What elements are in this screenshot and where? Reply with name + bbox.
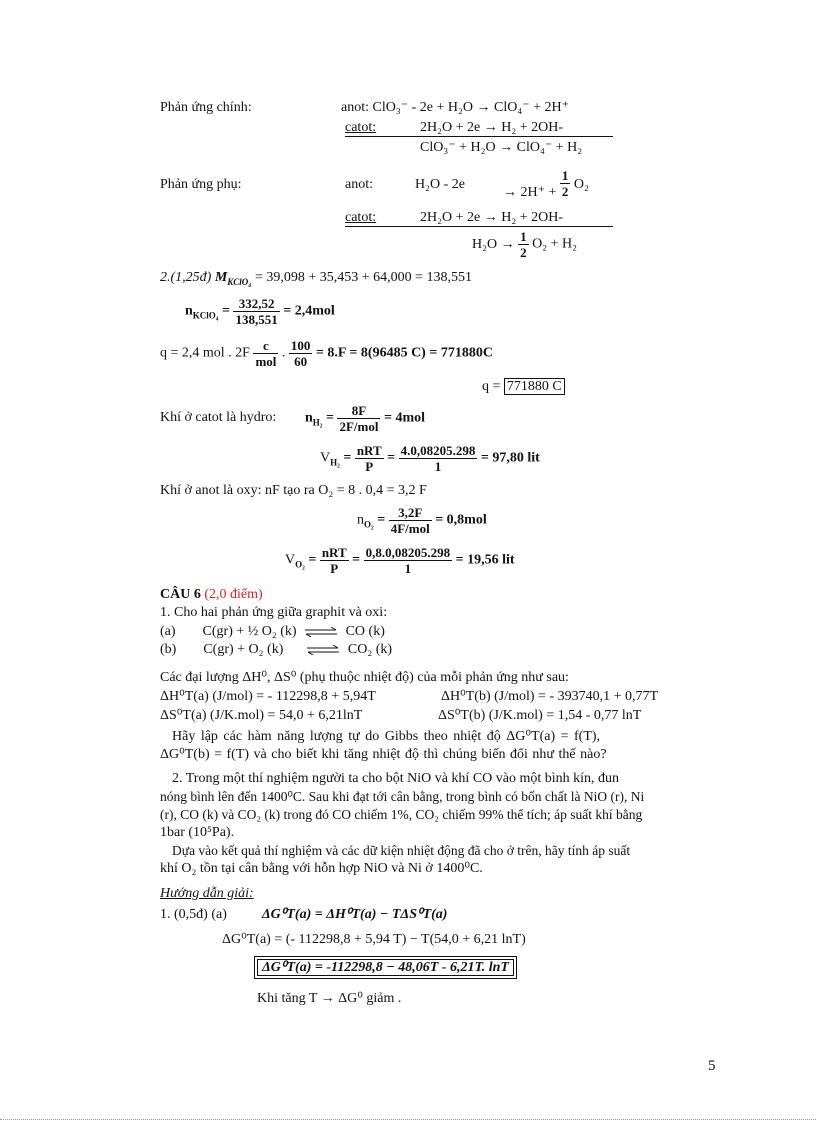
o2-v-sub: O₂	[295, 559, 305, 570]
mole-den: 138,551	[235, 312, 278, 327]
reaction-b	[160, 642, 392, 658]
main-reaction-label: Phản ứng chính:	[160, 100, 252, 115]
hydrogen-mole-line: $n_{H_2}$ = $\frac{8F}{\text{2F/mol}}$ = 4mol	[305, 403, 426, 434]
mole-sub: KClO₄	[192, 310, 219, 321]
o2-v-label: V	[285, 552, 296, 568]
page-number: 5	[708, 1058, 716, 1074]
h2-v-label: V	[320, 450, 331, 466]
part2-line4: 1bar (10⁵Pa).	[160, 825, 235, 840]
charge-frac2	[289, 338, 313, 369]
guide-title: Hướng dẫn giải:	[160, 886, 254, 901]
o2-n-num: 3,2F	[389, 505, 432, 521]
task1-line2: ΔG⁰T(b) = f(T) và cho biết khi tăng nhiệt độ thì chúng biến đổi như thế nào?	[160, 747, 607, 762]
side-anode-label: anot:	[345, 177, 373, 192]
mole-result: = 2,4mol	[283, 303, 335, 319]
part3-line1: Dựa vào kết quả thí nghiệm và các dữ kiện nhiệt động đã cho ở trên, hãy tính áp suất	[172, 843, 631, 858]
q6-part1: 1. Cho hai phản ứng giữa graphit và oxi:	[160, 605, 388, 620]
h2-n-sub: H₂	[312, 417, 323, 428]
o2-v-frac2	[364, 545, 453, 576]
h2-v-frac2	[399, 443, 478, 474]
equilibrium-arrow-icon	[306, 645, 340, 655]
solution-intro: 1. (0,5đ) (a)	[160, 907, 227, 922]
part2-line1: 2. Trong một thí nghiệm người ta cho bột NiO và khí CO vào một bình kín, đun	[172, 771, 620, 786]
charge-frac1-num: c	[253, 338, 278, 354]
o2-v-result: = 19,56 lit	[455, 552, 515, 568]
mole-line: $n_{KClO_4}$ = $\frac{332,52}{138,551}$ = 2,4mol	[185, 296, 335, 327]
side-anode-left: H₂O - 2e	[415, 177, 465, 192]
h2-v-den: P	[365, 459, 374, 474]
molar-mass-line	[160, 270, 472, 290]
part2-line2: nóng bình lên đến 1400⁰C. Sau khi đạt tới cân bằng, trong bình có bốn chất là NiO (r), Ni	[160, 789, 645, 804]
solution-eq1: ΔG⁰T(a) = ΔH⁰T(a) − TΔS⁰T(a)	[261, 907, 448, 922]
equilibrium-arrow-icon	[304, 627, 338, 637]
main-cathode-equation: 2H₂O + 2e → H₂ + 2OH-	[420, 120, 563, 135]
section2-intro: 2.(1,25đ)	[160, 270, 212, 285]
oxygen-mole-line: $n_{O_2}$ = $\frac{3,2F}{\text{4F/mol}}$ = 0,8mol	[357, 505, 487, 536]
reaction-a	[160, 624, 385, 640]
question6-heading	[160, 587, 263, 603]
charge-box-value: 771880 C	[504, 378, 565, 395]
h2-n-frac	[337, 403, 380, 434]
charge-prefix: q = 2,4 mol . 2F	[160, 345, 250, 361]
o2-n-sub: O₂	[364, 519, 374, 530]
mole-label: n	[185, 303, 193, 319]
mole-fraction	[233, 296, 279, 327]
side-anode-products: → 2H⁺ +	[503, 184, 557, 200]
charge-frac2-num: 100	[290, 338, 311, 353]
reaction-a-right: CO (k)	[345, 624, 385, 639]
solution-conclusion: Khi tăng T → ΔG⁰ giảm .	[257, 991, 402, 1006]
half-fraction-2	[518, 229, 529, 260]
h2-v-den2: 1	[434, 459, 442, 474]
o2-v-num: nRT	[321, 545, 347, 560]
molar-label: M	[214, 270, 228, 285]
side-anode-right	[503, 168, 589, 199]
h2-v-num: nRT	[356, 443, 382, 458]
h2-n-result: = 4mol	[383, 410, 426, 426]
hydrogen-volume-line: $V_{H_2}$ = $\frac{\text{nRT}}{P}$ = $\frac{4.0,08205.298}{1}$ = 97,80 lit	[320, 443, 540, 474]
charge-result: = 8.F = 8(96485 C) = 771880C	[315, 345, 493, 361]
o2-n-result: = 0,8mol	[435, 512, 487, 528]
mole-num: 332,52	[233, 296, 279, 312]
half-fraction	[560, 168, 571, 199]
half-den: 2	[561, 184, 569, 199]
solution-box: ΔG⁰T(a) = -112298,8 − 48,06T - 6,21T. lnT	[257, 959, 514, 976]
o2-v-num2: 0,8.0,08205.298	[365, 545, 451, 560]
charge-frac2-den: 60	[294, 354, 308, 369]
entropy-b: ΔS⁰T(b) (J/K.mol) = 1,54 - 0,77 lnT	[438, 708, 642, 723]
side-sum-equation	[472, 229, 577, 260]
solution-box-line	[257, 960, 514, 976]
half-num-2: 1	[520, 229, 527, 244]
side-sum-right: O₂ + H₂	[532, 236, 577, 252]
reaction-b-label: (b)	[160, 642, 177, 657]
side-cathode-equation: 2H₂O + 2e → H₂ + 2OH-	[420, 210, 563, 225]
part2-line3: (r), CO (k) và CO₂ (k) trong đó CO chiếm 1%, CO₂ chiếm 99% thể tích; áp suất khí bằng	[160, 807, 643, 822]
half-num: 1	[561, 168, 569, 183]
charge-line: q = 2,4 mol . 2F $\frac{c}{\text{mol}}$ . $\frac{100}{60}$ = 8.F = 8(96485 C) = 771880C	[160, 338, 493, 369]
o2-n-label: n	[357, 512, 364, 528]
reaction-a-left: C(gr) + ½ O₂ (k)	[202, 624, 297, 639]
main-sum-equation: ClO₃⁻ + H₂O → ClO₄⁻ + H₂	[420, 140, 583, 155]
charge-frac1	[253, 338, 278, 369]
h2-v-frac1	[355, 443, 384, 474]
h2-n-den: 2F/mol	[339, 419, 379, 434]
reaction-a-label: (a)	[160, 624, 176, 639]
entropy-a: ΔS⁰T(a) (J/K.mol) = 54,0 + 6,21lnT	[160, 708, 363, 723]
o2-v-den2: 1	[404, 561, 412, 576]
quantities-intro: Các đại lượng ΔH⁰, ΔS⁰ (phụ thuộc nhiệt độ) của mỗi phản ứng như sau:	[160, 670, 569, 685]
charge-box-label: q =	[482, 379, 501, 394]
charge-box-line	[482, 379, 565, 395]
task1-line1: Hãy lập các hàm năng lượng tự do Gibbs theo nhiệt độ ΔG⁰T(a) = f(T),	[172, 729, 601, 744]
side-sum-rule	[345, 226, 613, 227]
molar-sub: KClO₄	[227, 276, 252, 287]
o2-n-den: 4F/mol	[390, 521, 430, 536]
main-sum-rule	[345, 136, 613, 137]
h2-v-num2: 4.0,08205.298	[400, 443, 476, 458]
molar-value: = 39,098 + 35,453 + 64,000 = 138,551	[254, 270, 473, 285]
page-bottom-divider	[0, 1119, 816, 1120]
o2-v-den: P	[330, 561, 339, 576]
side-anode-oxygen: O₂	[573, 176, 589, 192]
o2-n-frac	[389, 505, 432, 536]
h2-n-label: n	[305, 410, 313, 426]
charge-frac1-den: mol	[255, 354, 277, 369]
enthalpy-a: ΔH⁰T(a) (J/mol) = - 112298,8 + 5,94T	[160, 689, 376, 704]
half-den-2: 2	[520, 245, 527, 260]
enthalpy-b: ΔH⁰T(b) (J/mol) = - 393740,1 + 0,77T	[441, 689, 659, 704]
oxygen-intro: Khí ở anot là oxy: nF tạo ra O₂ = 8 . 0,4 = 3,2 F	[160, 483, 427, 498]
hydrogen-intro: Khí ở catot là hydro:	[160, 410, 277, 425]
main-cathode-label: catot:	[345, 120, 377, 135]
o2-v-frac1	[320, 545, 349, 576]
side-sum-left: H₂O →	[472, 236, 515, 252]
reaction-b-right: CO₂ (k)	[347, 642, 393, 657]
question6-points: (2,0 điểm)	[204, 587, 263, 602]
side-reaction-label: Phản ứng phụ:	[160, 177, 242, 192]
question6-title: CÂU 6	[160, 587, 201, 602]
h2-n-num: 8F	[337, 403, 380, 419]
reaction-b-left: C(gr) + O₂ (k)	[203, 642, 284, 657]
oxygen-volume-line: $V_{O_2}$ = $\frac{\text{nRT}}{P}$ = $\frac{0,8.0,08205.298}{1}$ = 19,56 lit	[285, 545, 515, 576]
solution-eq1-line	[160, 907, 447, 923]
main-anode-equation: anot: ClO₃⁻ - 2e + H₂O → ClO₄⁻ + 2H⁺	[341, 100, 569, 115]
h2-v-result: = 97,80 lit	[480, 450, 540, 466]
side-cathode-label: catot:	[345, 210, 377, 225]
part3-line2: khí O₂ tồn tại cân bằng với hỗn hợp NiO và Ni ở 1400⁰C.	[160, 861, 483, 876]
h2-v-sub: H₂	[330, 457, 340, 468]
solution-eq2: ΔG⁰T(a) = (- 112298,8 + 5,94 T) − T(54,0 + 6,21 lnT)	[222, 932, 526, 947]
